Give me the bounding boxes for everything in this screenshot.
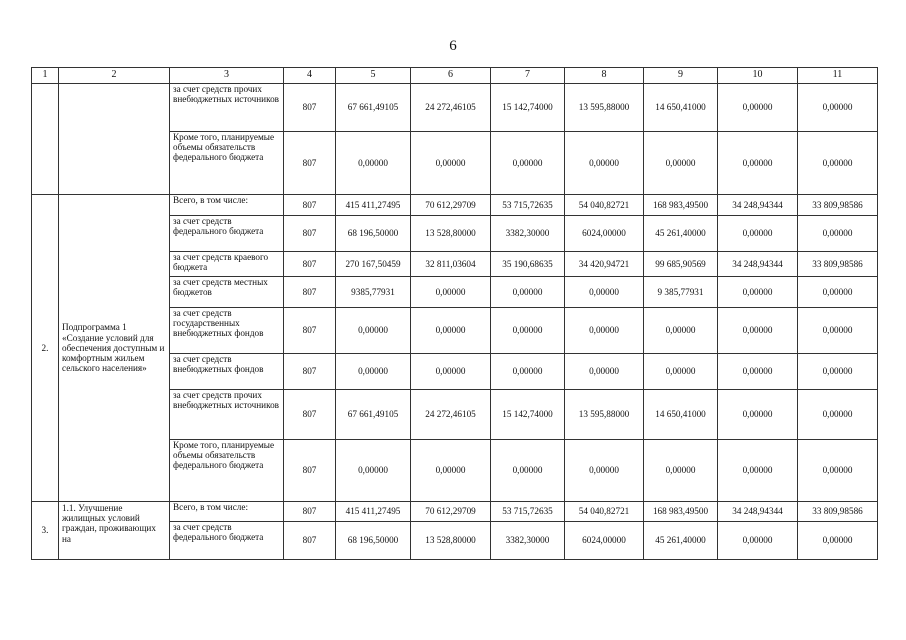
amount-cell: 270 167,50459 [336, 252, 411, 277]
table-body [32, 68, 878, 560]
funding-source-cell: Кроме того, планируемые объемы обязательств федерального бюджета [170, 132, 284, 195]
header-row [32, 68, 878, 84]
amount-cell: 0,00000 [798, 308, 878, 354]
amount-cell: 14 650,41000 [644, 84, 718, 132]
amount-cell: 0,00000 [565, 440, 644, 502]
amount-cell: 0,00000 [718, 132, 798, 195]
table-row [32, 195, 878, 216]
amount-cell: 0,00000 [798, 354, 878, 390]
amount-cell: 0,00000 [336, 308, 411, 354]
funding-source-cell: Всего, в том числе: [170, 195, 284, 216]
funding-source-cell: за счет средств государственных внебюджетных фондов [170, 308, 284, 354]
amount-cell: 13 595,88000 [565, 390, 644, 440]
amount-cell: 0,00000 [336, 354, 411, 390]
amount-cell: 0,00000 [491, 132, 565, 195]
row-number-cell [32, 84, 59, 195]
amount-cell: 54 040,82721 [565, 195, 644, 216]
amount-cell: 24 272,46105 [411, 84, 491, 132]
amount-cell: 34 248,94344 [718, 502, 798, 522]
code-cell: 807 [284, 216, 336, 252]
amount-cell: 9 385,77931 [644, 277, 718, 308]
amount-cell: 13 595,88000 [565, 84, 644, 132]
amount-cell: 67 661,49105 [336, 84, 411, 132]
amount-cell: 0,00000 [798, 390, 878, 440]
amount-cell: 13 528,80000 [411, 522, 491, 560]
header-cell: 8 [565, 68, 644, 84]
amount-cell: 99 685,90569 [644, 252, 718, 277]
amount-cell: 0,00000 [644, 354, 718, 390]
amount-cell: 53 715,72635 [491, 195, 565, 216]
amount-cell: 0,00000 [491, 440, 565, 502]
funding-source-cell: за счет средств федерального бюджета [170, 522, 284, 560]
code-cell: 807 [284, 390, 336, 440]
amount-cell: 6024,00000 [565, 522, 644, 560]
amount-cell: 3382,30000 [491, 522, 565, 560]
amount-cell: 0,00000 [411, 440, 491, 502]
funding-source-cell: за счет средств федерального бюджета [170, 216, 284, 252]
funding-source-cell: Всего, в том числе: [170, 502, 284, 522]
program-name-cell [59, 84, 170, 195]
amount-cell: 0,00000 [565, 132, 644, 195]
amount-cell: 0,00000 [718, 216, 798, 252]
amount-cell: 0,00000 [336, 440, 411, 502]
amount-cell: 15 142,74000 [491, 84, 565, 132]
code-cell: 807 [284, 308, 336, 354]
amount-cell: 0,00000 [565, 354, 644, 390]
funding-source-cell: за счет средств краевого бюджета [170, 252, 284, 277]
code-cell: 807 [284, 132, 336, 195]
row-number-cell: 3. [32, 502, 59, 560]
amount-cell: 0,00000 [718, 277, 798, 308]
header-cell: 2 [59, 68, 170, 84]
header-cell: 6 [411, 68, 491, 84]
table-row [32, 502, 878, 522]
amount-cell: 34 248,94344 [718, 252, 798, 277]
funding-source-cell: за счет средств местных бюджетов [170, 277, 284, 308]
funding-source-cell: Кроме того, планируемые объемы обязательств федерального бюджета [170, 440, 284, 502]
amount-cell: 9385,77931 [336, 277, 411, 308]
header-cell: 11 [798, 68, 878, 84]
amount-cell: 0,00000 [411, 308, 491, 354]
amount-cell: 0,00000 [798, 216, 878, 252]
amount-cell: 0,00000 [336, 132, 411, 195]
code-cell: 807 [284, 522, 336, 560]
code-cell: 807 [284, 440, 336, 502]
program-name-cell: 1.1. Улучшение жилищных условий граждан, проживающих на [59, 502, 170, 560]
amount-cell: 415 411,27495 [336, 195, 411, 216]
budget-table [31, 67, 878, 560]
amount-cell: 67 661,49105 [336, 390, 411, 440]
code-cell: 807 [284, 252, 336, 277]
amount-cell: 0,00000 [798, 440, 878, 502]
amount-cell: 68 196,50000 [336, 216, 411, 252]
amount-cell: 0,00000 [411, 132, 491, 195]
amount-cell: 0,00000 [565, 308, 644, 354]
amount-cell: 70 612,29709 [411, 502, 491, 522]
amount-cell: 0,00000 [411, 354, 491, 390]
amount-cell: 33 809,98586 [798, 502, 878, 522]
amount-cell: 33 809,98586 [798, 195, 878, 216]
amount-cell: 0,00000 [718, 440, 798, 502]
row-number-cell: 2. [32, 195, 59, 502]
code-cell: 807 [284, 502, 336, 522]
amount-cell: 15 142,74000 [491, 390, 565, 440]
header-cell: 1 [32, 68, 59, 84]
header-cell: 9 [644, 68, 718, 84]
amount-cell: 6024,00000 [565, 216, 644, 252]
page-number: 6 [449, 38, 457, 54]
amount-cell: 0,00000 [491, 354, 565, 390]
amount-cell: 70 612,29709 [411, 195, 491, 216]
amount-cell: 32 811,03604 [411, 252, 491, 277]
amount-cell: 168 983,49500 [644, 195, 718, 216]
amount-cell: 0,00000 [411, 277, 491, 308]
header-cell: 5 [336, 68, 411, 84]
amount-cell: 3382,30000 [491, 216, 565, 252]
amount-cell: 35 190,68635 [491, 252, 565, 277]
header-cell: 10 [718, 68, 798, 84]
amount-cell: 0,00000 [644, 132, 718, 195]
amount-cell: 0,00000 [798, 522, 878, 560]
amount-cell: 45 261,40000 [644, 522, 718, 560]
amount-cell: 0,00000 [798, 132, 878, 195]
amount-cell: 24 272,46105 [411, 390, 491, 440]
amount-cell: 33 809,98586 [798, 252, 878, 277]
code-cell: 807 [284, 354, 336, 390]
header-cell: 7 [491, 68, 565, 84]
amount-cell: 0,00000 [718, 84, 798, 132]
amount-cell: 45 261,40000 [644, 216, 718, 252]
amount-cell: 53 715,72635 [491, 502, 565, 522]
amount-cell: 415 411,27495 [336, 502, 411, 522]
code-cell: 807 [284, 84, 336, 132]
amount-cell: 0,00000 [798, 84, 878, 132]
header-cell: 3 [170, 68, 284, 84]
code-cell: 807 [284, 277, 336, 308]
amount-cell: 0,00000 [491, 308, 565, 354]
amount-cell: 54 040,82721 [565, 502, 644, 522]
amount-cell: 168 983,49500 [644, 502, 718, 522]
amount-cell: 0,00000 [491, 277, 565, 308]
table-row [32, 84, 878, 132]
amount-cell: 34 248,94344 [718, 195, 798, 216]
amount-cell: 0,00000 [565, 277, 644, 308]
amount-cell: 13 528,80000 [411, 216, 491, 252]
funding-source-cell: за счет средств прочих внебюджетных источников [170, 390, 284, 440]
amount-cell: 0,00000 [644, 440, 718, 502]
funding-source-cell: за счет средств прочих внебюджетных источников [170, 84, 284, 132]
code-cell: 807 [284, 195, 336, 216]
program-name-cell: Подпрограмма 1 «Создание условий для обеспечения доступным и комфортным жильем сельского населения» [59, 195, 170, 502]
header-cell: 4 [284, 68, 336, 84]
amount-cell: 14 650,41000 [644, 390, 718, 440]
amount-cell: 68 196,50000 [336, 522, 411, 560]
amount-cell: 0,00000 [718, 390, 798, 440]
amount-cell: 0,00000 [718, 354, 798, 390]
amount-cell: 0,00000 [718, 308, 798, 354]
funding-source-cell: за счет средств внебюджетных фондов [170, 354, 284, 390]
amount-cell: 0,00000 [644, 308, 718, 354]
amount-cell: 0,00000 [718, 522, 798, 560]
amount-cell: 34 420,94721 [565, 252, 644, 277]
amount-cell: 0,00000 [798, 277, 878, 308]
